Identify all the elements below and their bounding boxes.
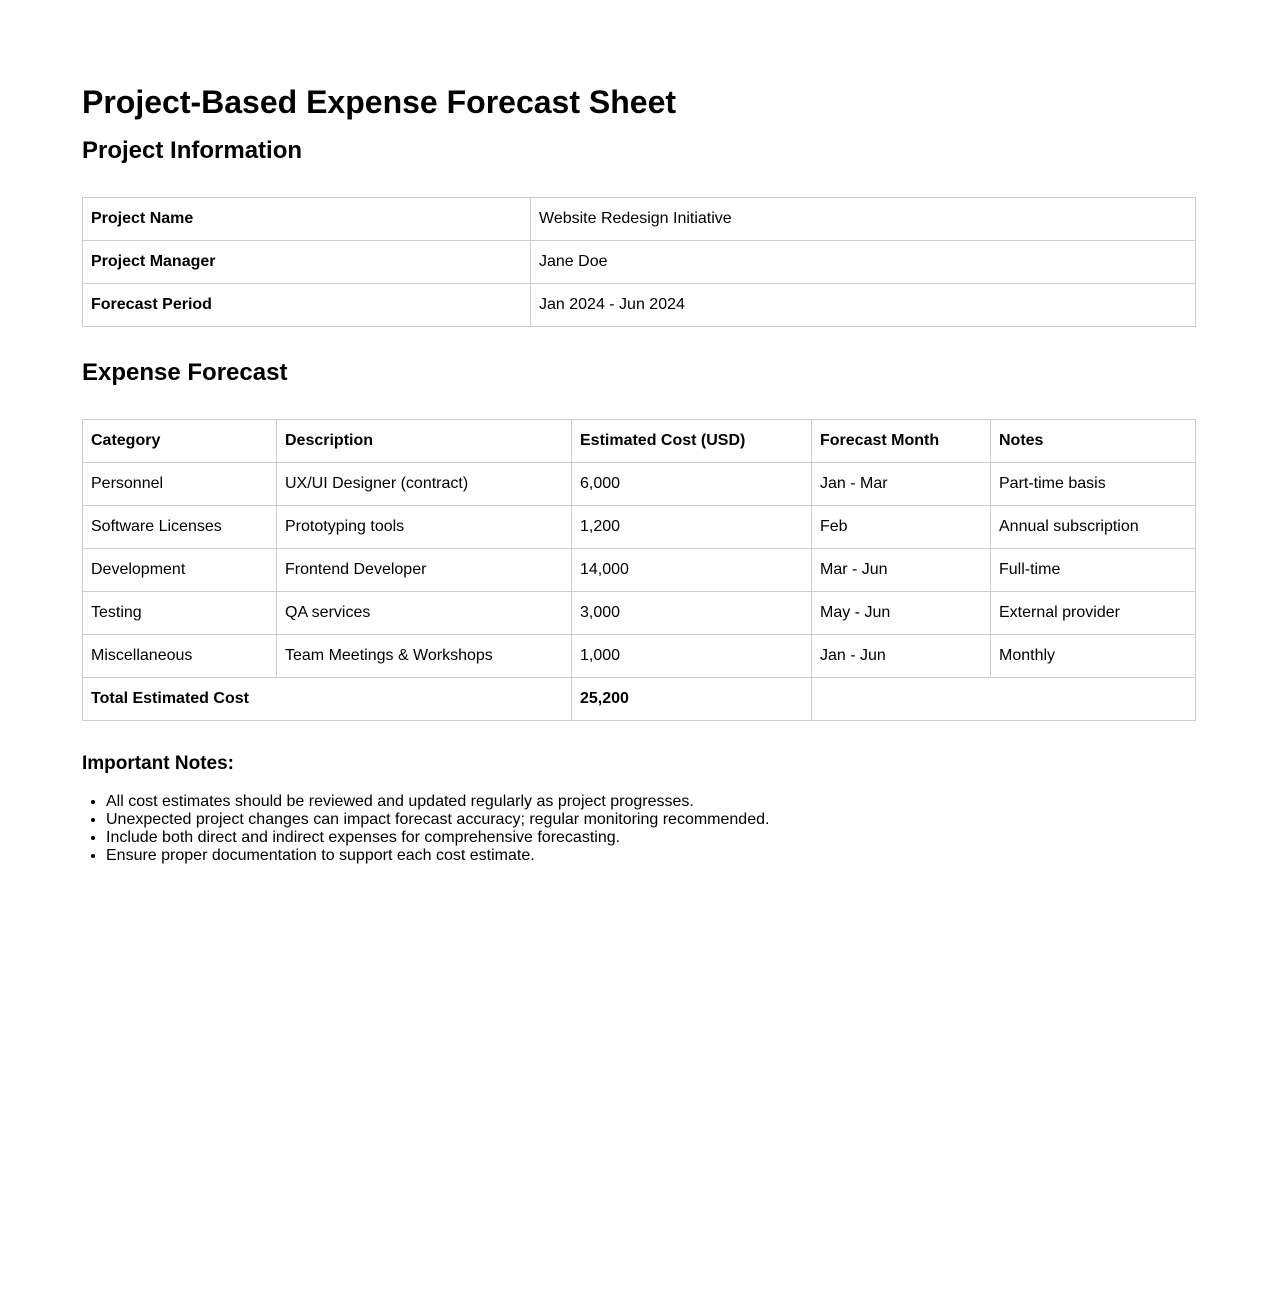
cell-notes: External provider bbox=[991, 592, 1196, 635]
cell-category: Software Licenses bbox=[83, 506, 277, 549]
info-value: Website Redesign Initiative bbox=[531, 198, 1196, 241]
table-row bbox=[83, 592, 1196, 635]
table-header-row bbox=[83, 420, 1196, 463]
total-row bbox=[83, 678, 1196, 721]
cell-description: Prototyping tools bbox=[277, 506, 572, 549]
important-notes-heading: Important Notes: bbox=[82, 753, 234, 774]
cell-notes: Part-time basis bbox=[991, 463, 1196, 506]
list-item: • Ensure proper documentation to support each cost estimate. bbox=[106, 847, 1196, 865]
cell-category: Personnel bbox=[83, 463, 277, 506]
table-row bbox=[83, 506, 1196, 549]
cell-cost: 3,000 bbox=[572, 592, 812, 635]
cell-notes: Annual subscription bbox=[991, 506, 1196, 549]
info-label: Project Manager bbox=[83, 241, 531, 284]
info-label: Project Name bbox=[83, 198, 531, 241]
project-information-heading: Project Information bbox=[82, 137, 303, 164]
cell-category: Development bbox=[83, 549, 277, 592]
cell-description: Frontend Developer bbox=[277, 549, 572, 592]
total-empty-cell bbox=[812, 678, 1196, 721]
cell-category: Miscellaneous bbox=[83, 635, 277, 678]
column-header-description: Description bbox=[277, 420, 572, 463]
total-value: 25,200 bbox=[572, 678, 812, 721]
cell-month: May - Jun bbox=[812, 592, 991, 635]
info-row bbox=[83, 284, 1196, 327]
table-row bbox=[83, 549, 1196, 592]
column-header-estimated-cost: Estimated Cost (USD) bbox=[572, 420, 812, 463]
list-item: • Unexpected project changes can impact forecast accuracy; regular monitoring recommended. bbox=[106, 811, 1196, 829]
expense-forecast-heading: Expense Forecast bbox=[82, 359, 288, 386]
cell-month: Mar - Jun bbox=[812, 549, 991, 592]
cell-month: Jan - Mar bbox=[812, 463, 991, 506]
cell-cost: 1,200 bbox=[572, 506, 812, 549]
list-item: • All cost estimates should be reviewed and updated regularly as project progresses. bbox=[106, 793, 1196, 811]
cell-month: Jan - Jun bbox=[812, 635, 991, 678]
info-value: Jan 2024 - Jun 2024 bbox=[531, 284, 1196, 327]
cell-category: Testing bbox=[83, 592, 277, 635]
table-row bbox=[83, 635, 1196, 678]
cell-notes: Monthly bbox=[991, 635, 1196, 678]
info-value: Jane Doe bbox=[531, 241, 1196, 284]
total-label: Total Estimated Cost bbox=[83, 678, 572, 721]
cell-description: UX/UI Designer (contract) bbox=[277, 463, 572, 506]
cell-cost: 14,000 bbox=[572, 549, 812, 592]
column-header-category: Category bbox=[83, 420, 277, 463]
info-row bbox=[83, 198, 1196, 241]
cell-month: Feb bbox=[812, 506, 991, 549]
important-notes-list bbox=[82, 793, 1196, 865]
column-header-notes: Notes bbox=[991, 420, 1196, 463]
list-item: • Include both direct and indirect expenses for comprehensive forecasting. bbox=[106, 829, 1196, 847]
table-row bbox=[83, 463, 1196, 506]
page-title: Project-Based Expense Forecast Sheet bbox=[82, 84, 677, 120]
cell-cost: 6,000 bbox=[572, 463, 812, 506]
info-row bbox=[83, 241, 1196, 284]
cell-cost: 1,000 bbox=[572, 635, 812, 678]
cell-description: Team Meetings & Workshops bbox=[277, 635, 572, 678]
project-information-table bbox=[82, 197, 1196, 327]
cell-notes: Full-time bbox=[991, 549, 1196, 592]
info-label: Forecast Period bbox=[83, 284, 531, 327]
expense-forecast-table bbox=[82, 419, 1196, 721]
cell-description: QA services bbox=[277, 592, 572, 635]
column-header-forecast-month: Forecast Month bbox=[812, 420, 991, 463]
